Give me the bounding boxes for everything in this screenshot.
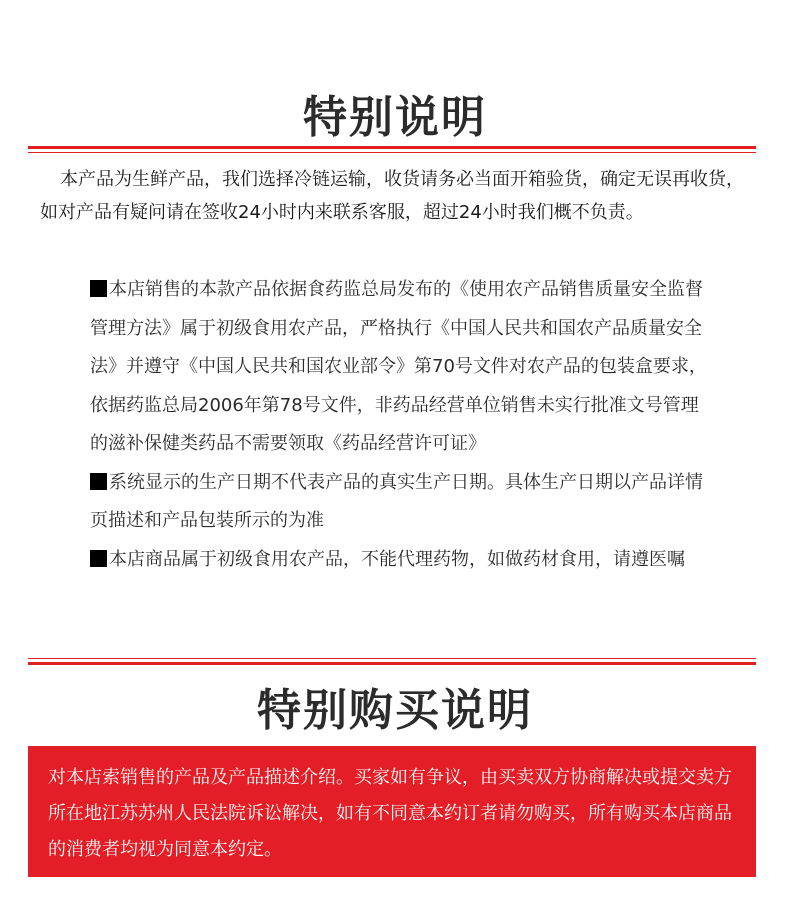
notice-list bbox=[90, 271, 710, 579]
divider-line bbox=[28, 662, 756, 665]
divider-line bbox=[28, 658, 756, 659]
intro-paragraph: 本产品为生鲜产品，我们选择冷链运输，收货请务必当面开箱验货，确定无误再收货，如对产品有疑问请在签收24小时内来联系客服，超过24小时我们概不负责。 bbox=[40, 169, 744, 223]
square-bullet-icon bbox=[90, 473, 107, 490]
purchase-notice-text: 对本店索销售的产品及产品描述介绍。买家如有争议，由买卖双方协商解决或提交卖方所在地江苏苏州人民法院诉讼解决，如有不同意本约订者请勿购买，所有购买本店商品的消费者均视为同意本约定。 bbox=[48, 767, 732, 860]
divider-line bbox=[28, 146, 756, 149]
list-item bbox=[90, 464, 710, 541]
purchase-notice-title: 特别购买说明 bbox=[257, 685, 533, 736]
list-item bbox=[90, 271, 710, 464]
square-bullet-icon bbox=[90, 280, 107, 297]
purchase-notice-box bbox=[28, 746, 756, 877]
note-text: 系统显示的生产日期不代表产品的真实生产日期。具体生产日期以产品详情页描述和产品包装所示的为准 bbox=[90, 471, 703, 531]
note-text: 本店销售的本款产品依据食药监总局发布的《使用农产品销售质量安全监督管理方法》属于初级食用农产品，严格执行《中国人民共和国农产品质量安全法》并遵守《中国人民共和国农业部令》第70号文件对农产品的包装盒要求，依据药监总局2006年第78号文件，非药品经营单位销售未实行批准文号管理的滋补保健类药品不需要领取《药品经营许可证》 bbox=[90, 279, 707, 454]
note-text: 本店商品属于初级食用农产品，不能代理药物，如做药材食用，请遵医嘱 bbox=[109, 548, 685, 570]
divider-line bbox=[28, 152, 756, 153]
square-bullet-icon bbox=[90, 550, 107, 567]
special-notice-title: 特别说明 bbox=[303, 92, 487, 143]
list-item bbox=[90, 541, 710, 580]
